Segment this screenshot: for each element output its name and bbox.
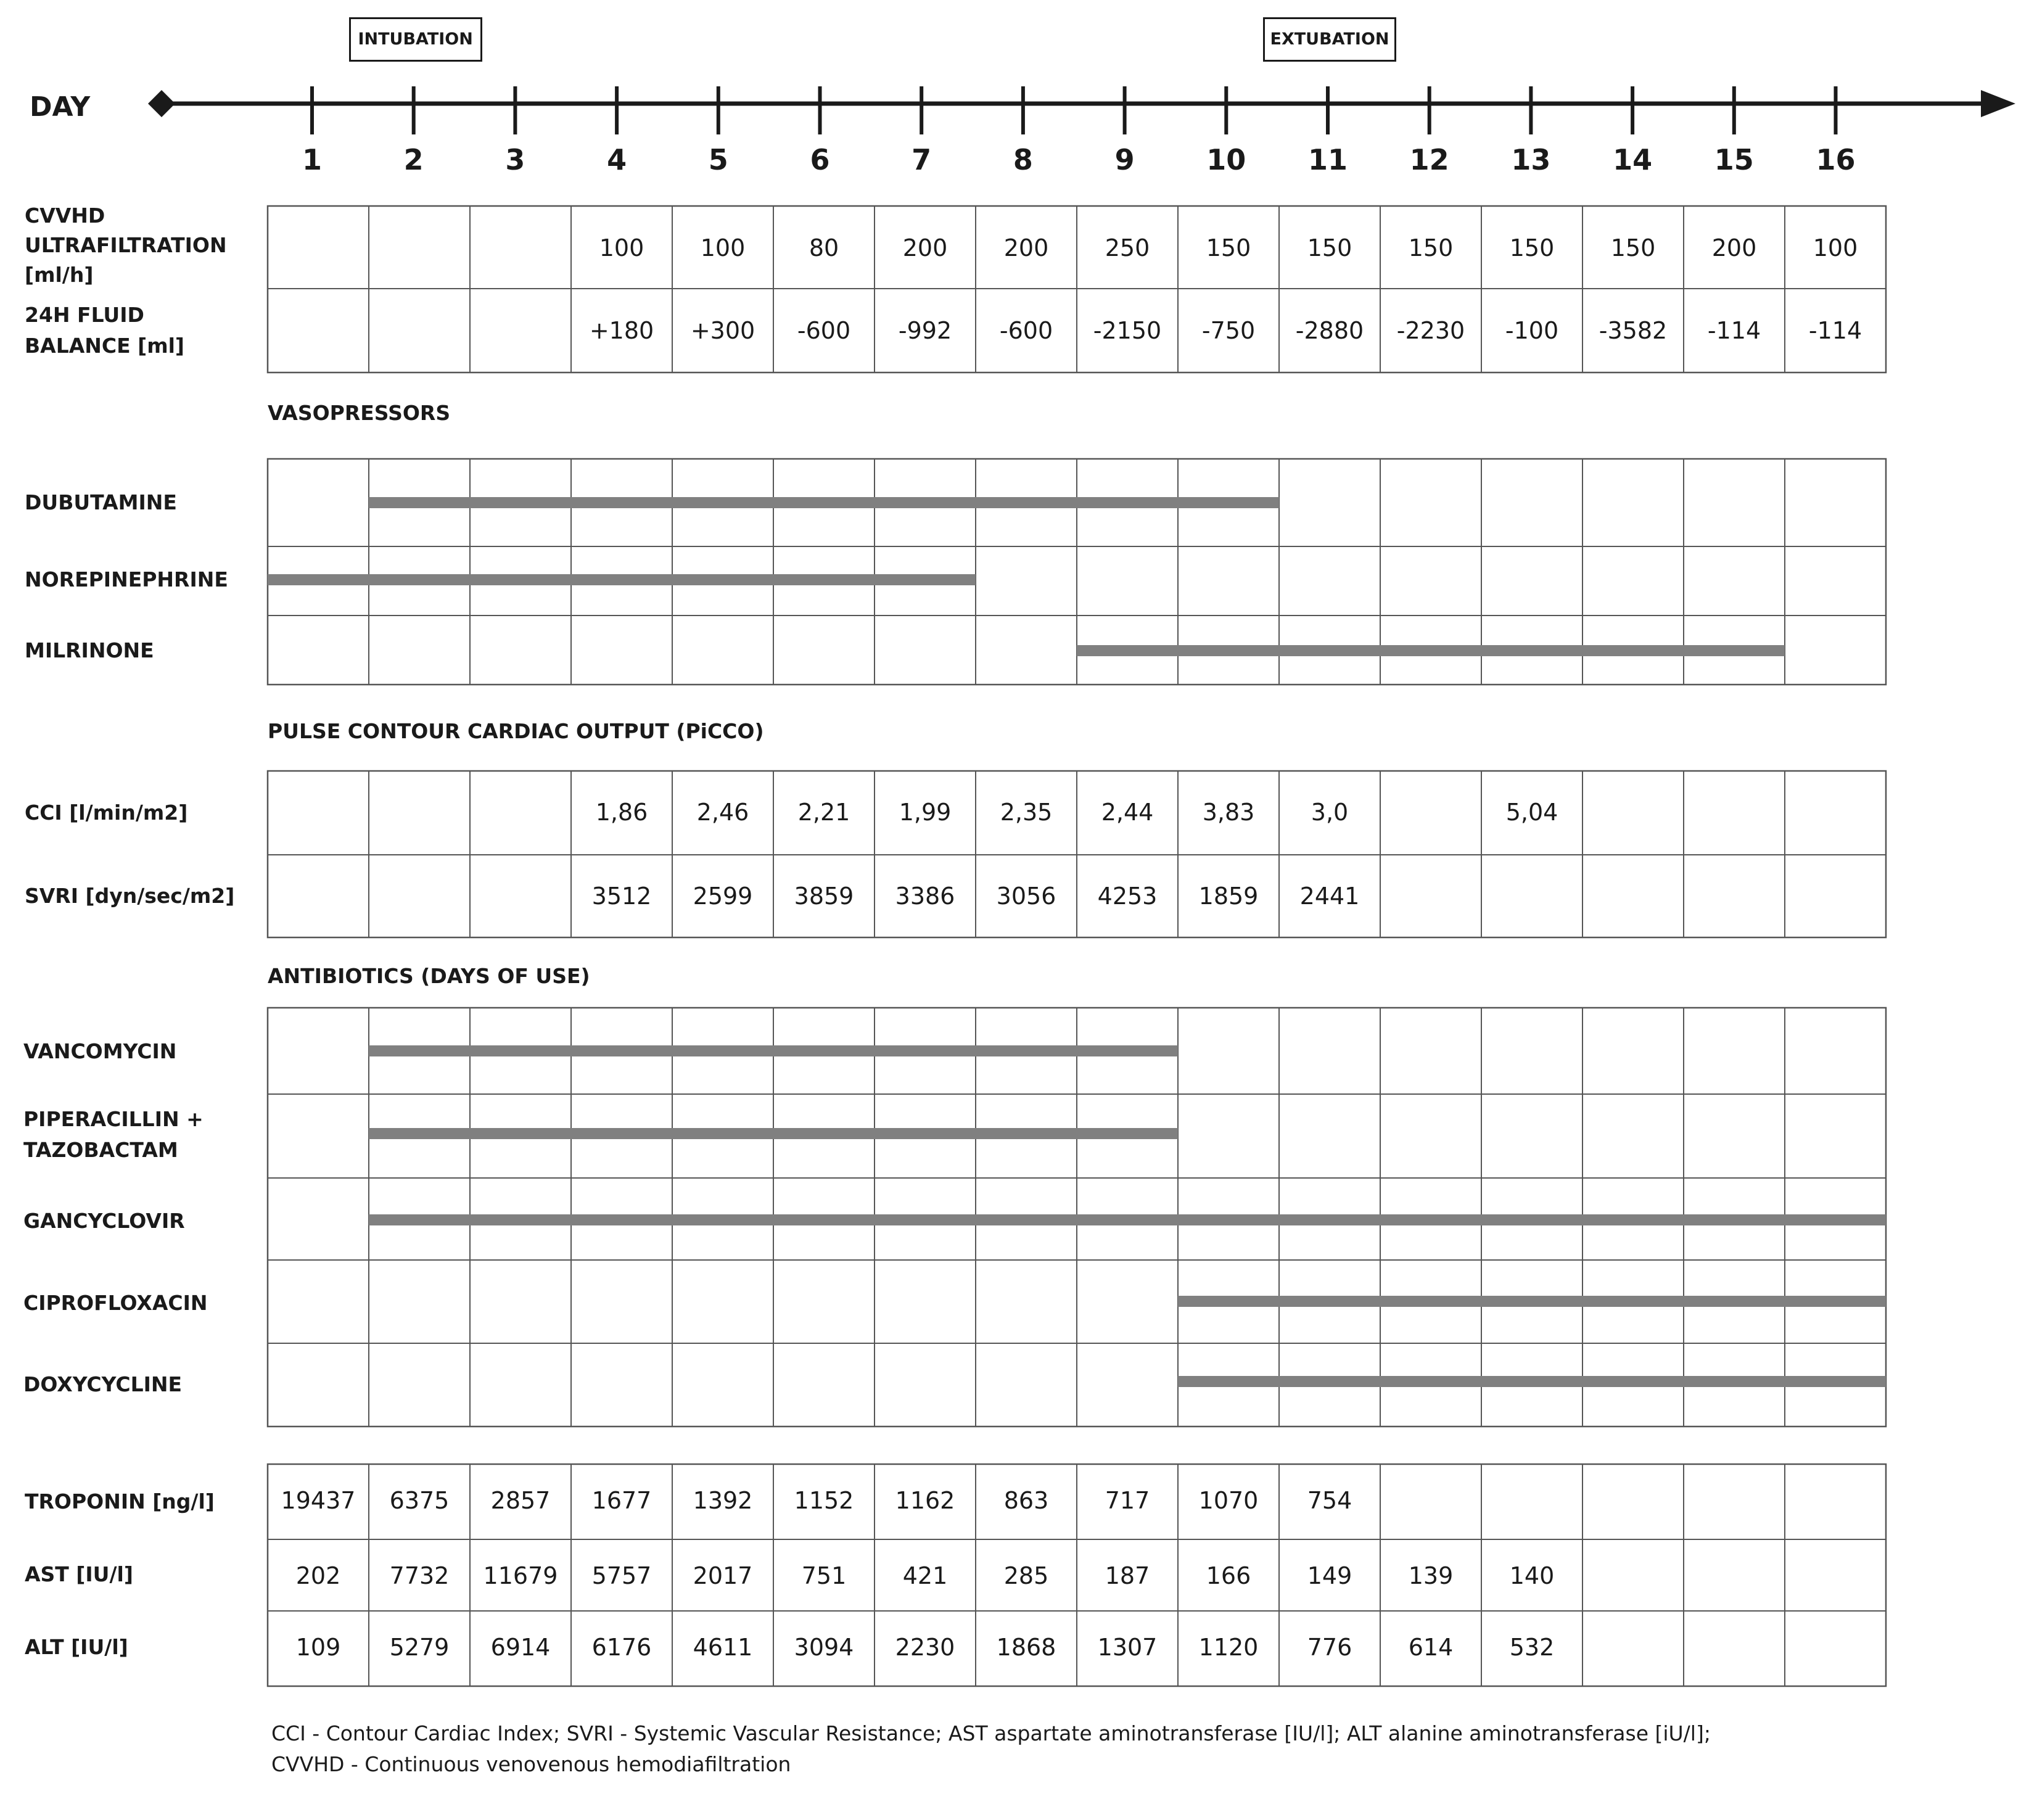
picco-value-cell: 1,86 (595, 799, 648, 826)
fluid-value-cell: -3582 (1599, 317, 1668, 344)
labs-value-cell: 5757 (591, 1562, 652, 1589)
fluid-value-cell: 150 (1206, 234, 1251, 261)
picco-value-cell: 3386 (895, 883, 955, 910)
timeline-start-diamond (148, 90, 175, 117)
labs-value-cell: 6176 (591, 1634, 652, 1661)
fluid-value-cell: +180 (589, 317, 654, 344)
picco-value-cell: 2,35 (1000, 799, 1053, 826)
fluid-value-cell: 150 (1509, 234, 1555, 261)
picco-value-cell: 3,83 (1202, 799, 1255, 826)
labs-value-cell: 19437 (281, 1487, 356, 1514)
fluid-value-cell: 200 (1003, 234, 1049, 261)
labs-value-cell: 2857 (490, 1487, 551, 1514)
picco-value-cell: 4253 (1097, 883, 1158, 910)
day-label: 3 (505, 143, 525, 176)
fluid-value-cell: -2150 (1093, 317, 1162, 344)
day-label: 11 (1307, 143, 1348, 176)
labs-value-cell: 11679 (483, 1562, 558, 1589)
day-label: 1 (302, 143, 322, 176)
labs-value-cell: 139 (1408, 1562, 1454, 1589)
fluid-value-cell: -114 (1808, 317, 1862, 344)
picco-value-cell: 2599 (693, 883, 753, 910)
antibiotic-bar (369, 1128, 1178, 1139)
labs-value-cell: 140 (1509, 1562, 1555, 1589)
picco-title: PULSE CONTOUR CARDIAC OUTPUT (PiCCO) (268, 719, 764, 743)
labs-value-cell: 2230 (895, 1634, 955, 1661)
labs-value-cell: 1120 (1198, 1634, 1259, 1661)
fluid-value-cell: 150 (1408, 234, 1454, 261)
day-label: 8 (1013, 143, 1033, 176)
labs-value-cell: 754 (1307, 1487, 1352, 1514)
fluid-value-cell: -2880 (1295, 317, 1364, 344)
labs-value-cell: 5279 (389, 1634, 450, 1661)
picco-value-cell: 2,44 (1101, 799, 1154, 826)
picco-value-cell: 2,46 (696, 799, 749, 826)
event-marker-intubation: INTUBATION (349, 17, 482, 62)
labs-value-cell: 1392 (693, 1487, 753, 1514)
labs-row-label: AST [IU/l] (25, 1562, 133, 1586)
day-label: 12 (1409, 143, 1449, 176)
labs-value-cell: 1307 (1097, 1634, 1158, 1661)
fluid-value-cell: 200 (1711, 234, 1757, 261)
day-label: 4 (607, 143, 627, 176)
labs-value-cell: 149 (1307, 1562, 1352, 1589)
labs-value-cell: 776 (1307, 1634, 1352, 1661)
fluid-row-label: 24H FLUID BALANCE [ml] (25, 303, 184, 358)
vasopressors-title: VASOPRESSORS (268, 401, 451, 425)
picco-value-cell: 1859 (1198, 883, 1259, 910)
labs-row-label: ALT [IU/l] (25, 1635, 128, 1659)
antibiotic-bar (1178, 1296, 1886, 1307)
labs-value-cell: 751 (801, 1562, 847, 1589)
vasopressor-label: NOREPINEPHRINE (25, 567, 228, 591)
labs-value-cell: 3094 (794, 1634, 854, 1661)
antibiotic-label: VANCOMYCIN (23, 1039, 177, 1063)
labs-value-cell: 2017 (693, 1562, 753, 1589)
labs-value-cell: 421 (902, 1562, 948, 1589)
labs-value-cell: 285 (1003, 1562, 1049, 1589)
labs-value-cell: 863 (1003, 1487, 1049, 1514)
day-label: 5 (708, 143, 728, 176)
labs-value-cell: 187 (1105, 1562, 1150, 1589)
day-label: 9 (1114, 143, 1135, 176)
day-label: 15 (1714, 143, 1754, 176)
day-label: 6 (810, 143, 830, 176)
day-label: 13 (1511, 143, 1551, 176)
fluid-value-cell: 80 (809, 234, 839, 261)
fluid-value-cell: +300 (690, 317, 755, 344)
labs-value-cell: 1677 (591, 1487, 652, 1514)
picco-value-cell: 3859 (794, 883, 854, 910)
antibiotic-bar (369, 1045, 1178, 1056)
labs-value-cell: 6914 (490, 1634, 551, 1661)
labs-value-cell: 1162 (895, 1487, 955, 1514)
day-axis-label: DAY (30, 91, 91, 123)
day-label: 7 (912, 143, 932, 176)
labs-value-cell: 6375 (389, 1487, 450, 1514)
antibiotic-bar (1178, 1376, 1886, 1387)
picco-value-cell: 2441 (1299, 883, 1360, 910)
day-label: 14 (1613, 143, 1653, 176)
labs-value-cell: 1152 (794, 1487, 854, 1514)
fluid-value-cell: 150 (1610, 234, 1656, 261)
vasopressor-bar (268, 574, 976, 585)
labs-value-cell: 1070 (1198, 1487, 1259, 1514)
picco-value-cell: 2,21 (797, 799, 850, 826)
fluid-value-cell: 200 (902, 234, 948, 261)
picco-value-cell: 3056 (996, 883, 1056, 910)
timeline-arrowhead (1981, 90, 2015, 117)
event-marker-extubation: EXTUBATION (1263, 17, 1396, 62)
day-label: 10 (1206, 143, 1246, 176)
picco-row-label: SVRI [dyn/sec/m2] (25, 884, 235, 908)
fluid-value-cell: -2230 (1396, 317, 1465, 344)
antibiotic-label: DOXYCYCLINE (23, 1372, 183, 1396)
footnote-line-2: CVVHD - Continuous venovenous hemodiafiltration (271, 1752, 791, 1776)
fluid-value-cell: -750 (1201, 317, 1256, 344)
picco-value-cell: 5,04 (1505, 799, 1558, 826)
fluid-value-cell: 100 (1813, 234, 1858, 261)
labs-value-cell: 109 (295, 1634, 341, 1661)
antibiotic-label: CIPROFLOXACIN (23, 1291, 208, 1315)
vasopressor-bar (1077, 645, 1785, 656)
labs-value-cell: 717 (1105, 1487, 1150, 1514)
footnote-line-1: CCI - Contour Cardiac Index; SVRI - Systemic Vascular Resistance; AST aspartate aminotransferase [IU/l]; ALT alanine aminotransferase [iU/l]; (271, 1721, 1711, 1745)
fluid-value-cell: -100 (1505, 317, 1559, 344)
picco-value-cell: 3512 (591, 883, 652, 910)
picco-row-label: CCI [l/min/m2] (25, 801, 188, 825)
labs-value-cell: 1868 (996, 1634, 1056, 1661)
fluid-value-cell: -114 (1707, 317, 1761, 344)
antibiotic-bar (369, 1214, 1886, 1225)
fluid-value-cell: -600 (797, 317, 851, 344)
fluid-value-cell: 100 (599, 234, 644, 261)
antibiotics-title: ANTIBIOTICS (DAYS OF USE) (268, 964, 590, 988)
fluid-value-cell: 150 (1307, 234, 1352, 261)
labs-value-cell: 614 (1408, 1634, 1454, 1661)
fluid-value-cell: 250 (1105, 234, 1150, 261)
labs-row-label: TROPONIN [ng/l] (25, 1489, 215, 1513)
vasopressor-label: DUBUTAMINE (25, 490, 177, 514)
antibiotic-label: GANCYCLOVIR (23, 1209, 185, 1233)
fluid-row-label: CVVHD ULTRAFILTRATION [ml/h] (25, 204, 227, 287)
labs-value-cell: 532 (1509, 1634, 1555, 1661)
vasopressor-label: MILRINONE (25, 638, 154, 662)
antibiotic-label: PIPERACILLIN + TAZOBACTAM (23, 1107, 204, 1162)
fluid-value-cell: -992 (898, 317, 952, 344)
vasopressor-bar (369, 497, 1279, 508)
picco-value-cell: 1,99 (899, 799, 952, 826)
labs-value-cell: 166 (1206, 1562, 1251, 1589)
labs-value-cell: 4611 (693, 1634, 753, 1661)
labs-value-cell: 202 (295, 1562, 341, 1589)
labs-value-cell: 7732 (389, 1562, 450, 1589)
day-label: 2 (403, 143, 424, 176)
day-label: 16 (1816, 143, 1856, 176)
picco-value-cell: 3,0 (1311, 799, 1349, 826)
fluid-value-cell: 100 (700, 234, 746, 261)
fluid-value-cell: -600 (999, 317, 1053, 344)
